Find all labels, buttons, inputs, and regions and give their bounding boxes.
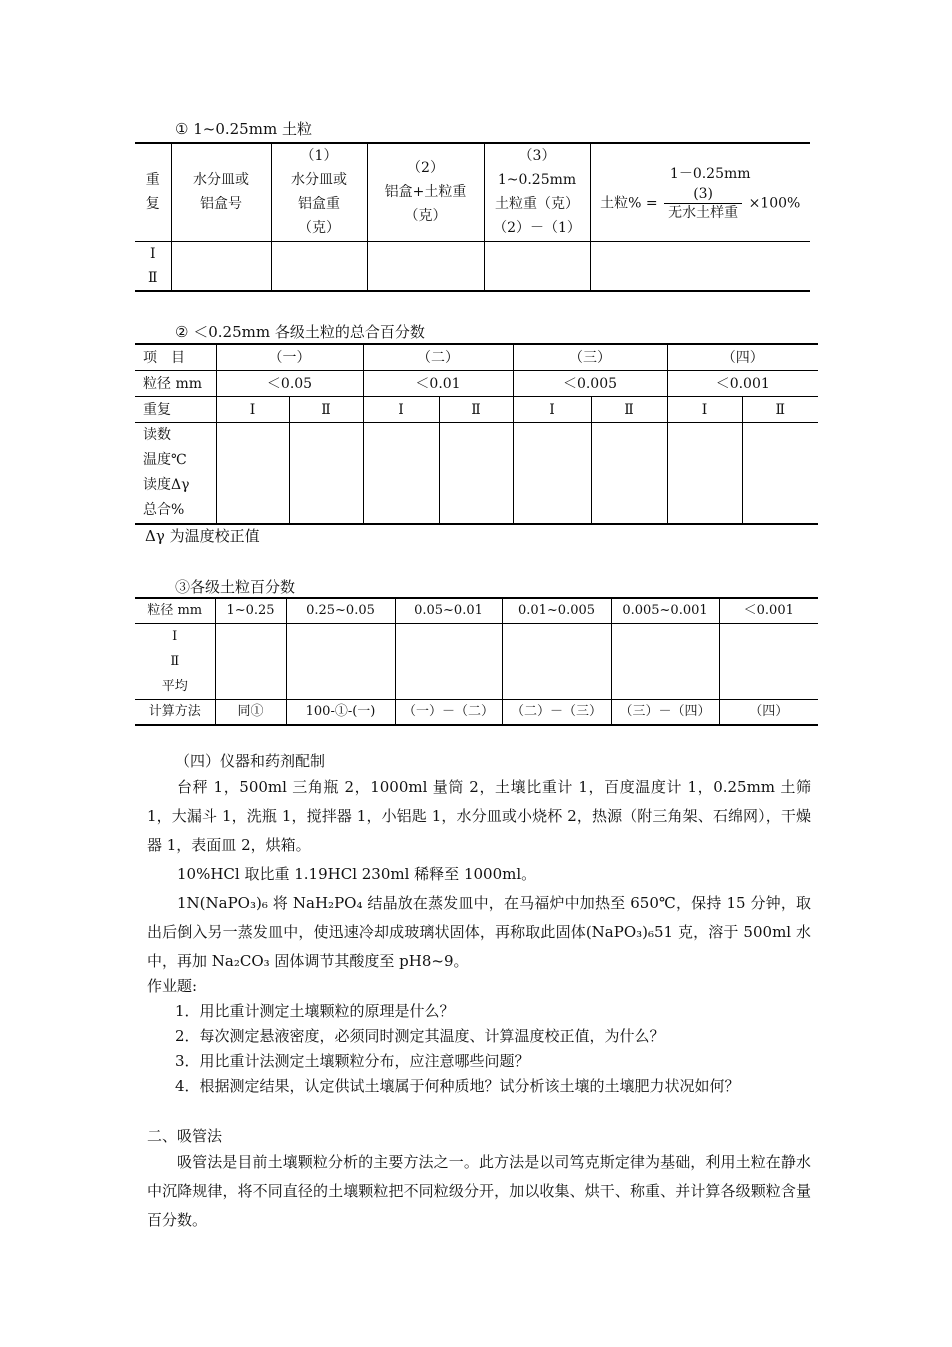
row-labels: 读数 温度℃ 读度Δγ 总合%: [135, 423, 216, 525]
header-dish-weight: （1） 水分皿或 铝盒重 （克）: [271, 143, 367, 241]
table2-repeat-row: [135, 397, 818, 423]
table-cell: [484, 241, 590, 291]
formula-fraction: $\frac{(3)}{\text{无水土样重}}$: [664, 185, 742, 222]
paragraph: 1N(NaPO₃)₆ 将 NaH₂PO₄ 结晶放在蒸发皿中，在马福炉中加热至 650℃，保持 15 分钟，取出后倒入另一蒸发皿中，使迅速冷却成玻璃状固体，再称取此固体(NaPO₃)₆51 克，溶于 500ml 水中，再加 Na₂CO₃ 固体调节其酸度至 pH8~9。: [147, 894, 811, 970]
calc-cell: （二）－（三）: [502, 700, 611, 726]
table-cell: [271, 241, 367, 291]
replicate-labels: Ⅰ Ⅱ: [135, 241, 171, 291]
table-cell: [216, 423, 289, 525]
paragraph: 吸管法是目前土壤颗粒分析的主要方法之一。此方法是以司笃克斯定律为基础，利用土粒在静水中沉降规律，将不同直径的土壤颗粒把不同粒级分开，加以收集、烘干、称重、并计算各级颗粒含量百分数。: [147, 1153, 811, 1229]
size-2: ＜0.01: [363, 371, 513, 397]
calc-cell: 计算方法: [135, 700, 215, 726]
table-cell: [611, 624, 719, 700]
table2-data-row: [135, 423, 818, 525]
calc-cell: （四）: [719, 700, 818, 726]
table2-note: Δγ 为温度校正值: [145, 527, 260, 545]
header-cell: 0.25~0.05: [286, 598, 395, 624]
table1-coarse-particles: [135, 142, 810, 292]
rep-cell: Ⅱ: [591, 397, 667, 423]
table-cell: [171, 241, 271, 291]
homework-item: 3．用比重计法测定土壤颗粒分布，应注意哪些问题？: [175, 1052, 530, 1070]
table1-header-row: [135, 143, 810, 241]
homework-heading: 作业题:: [147, 977, 198, 995]
table2-caption: ② ＜0.25mm 各级土粒的总合百分数: [175, 323, 425, 341]
table-cell: [667, 423, 742, 525]
homework-item: 1．用比重计测定土壤颗粒的原理是什么？: [175, 1002, 455, 1020]
label-size: 粒径 mm: [135, 371, 216, 397]
calc-cell: （三）－（四）: [611, 700, 719, 726]
rep-cell: Ⅱ: [439, 397, 513, 423]
header-percent-formula: 1－0.25mm 土粒% = $\frac{(3)}{\text{无水土样重}}$ ×100%: [590, 143, 810, 241]
table-cell: [215, 624, 286, 700]
header-dish-no: 水分皿或 铝盒号: [171, 143, 271, 241]
header-cell: ＜0.001: [719, 598, 818, 624]
rep-cell: Ⅱ: [742, 397, 818, 423]
table-cell: [590, 241, 810, 291]
table-cell: [363, 423, 439, 525]
table2-item-row: [135, 344, 818, 371]
header-repeat: 重 复: [145, 172, 160, 213]
pipette-body: [147, 1148, 811, 1235]
label-repeat: 重复: [135, 397, 216, 423]
table3-particle-percent: [135, 597, 818, 726]
size-4: ＜0.001: [667, 371, 818, 397]
header-dish-soil-weight: （2） 铝盒+土粒重 （克）: [367, 143, 484, 241]
row-labels: Ⅰ Ⅱ 平均: [135, 624, 215, 700]
table-cell: [367, 241, 484, 291]
table-cell: [591, 423, 667, 525]
table3-caption: ③各级土粒百分数: [175, 578, 296, 596]
rep-cell: Ⅰ: [667, 397, 742, 423]
table-cell: [395, 624, 502, 700]
calc-cell: 同①: [215, 700, 286, 726]
item-4: （四）: [667, 344, 818, 371]
header-cell: 1~0.25: [215, 598, 286, 624]
table3-calc-row: [135, 700, 818, 726]
header-soil-weight: （3） 1~0.25mm 土粒重（克） （2）－（1）: [484, 143, 590, 241]
label-item: 项 目: [143, 349, 185, 366]
size-3: ＜0.005: [513, 371, 667, 397]
item-3: （三）: [513, 344, 667, 371]
paragraph: 台秤 1，500ml 三角瓶 2，1000ml 量筒 2，土壤比重计 1，百度温度计 1，0.25mm 土筛 1，大漏斗 1，洗瓶 1，搅拌器 1，小铝匙 1，水分皿或小烧杯 2，热源（附三角架、石绵网），干燥器 1，表面皿 2，烘箱。: [147, 778, 811, 854]
table2-size-row: [135, 371, 818, 397]
rep-cell: Ⅰ: [513, 397, 591, 423]
table3-header-row: [135, 598, 818, 624]
rep-cell: Ⅰ: [216, 397, 289, 423]
instruments-heading: （四）仪器和药剂配制: [175, 752, 326, 770]
header-cell: 0.05~0.01: [395, 598, 502, 624]
table2-fine-particles: [135, 343, 818, 525]
item-2: （二）: [363, 344, 513, 371]
table-cell: [502, 624, 611, 700]
item-1: （一）: [216, 344, 363, 371]
table-cell: [742, 423, 818, 525]
rep-cell: Ⅱ: [289, 397, 363, 423]
table-cell: [439, 423, 513, 525]
header-cell: 0.01~0.005: [502, 598, 611, 624]
table1-data-row: [135, 241, 810, 291]
homework-item: 4．根据测定结果，认定供试土壤属于何种质地？试分析该土壤的土壤肥力状况如何？: [175, 1077, 740, 1095]
pipette-heading: 二、吸管法: [147, 1127, 223, 1145]
table1-caption: ① 1~0.25mm 土粒: [175, 120, 312, 138]
header-cell: 0.005~0.001: [611, 598, 719, 624]
size-1: ＜0.05: [216, 371, 363, 397]
table-cell: [286, 624, 395, 700]
paragraph: 10%HCl 取比重 1.19HCl 230ml 稀释至 1000ml。: [177, 865, 537, 883]
calc-cell: 100-①-(一): [286, 700, 395, 726]
table-cell: [513, 423, 591, 525]
table-cell: [719, 624, 818, 700]
calc-cell: （一）－（二）: [395, 700, 502, 726]
table-cell: [289, 423, 363, 525]
homework-item: 2．每次测定悬液密度，必须同时测定其温度、计算温度校正值，为什么？: [175, 1027, 665, 1045]
table3-data-row: [135, 624, 818, 700]
header-cell: 粒径 mm: [147, 603, 203, 618]
rep-cell: Ⅰ: [363, 397, 439, 423]
instruments-body: [147, 773, 811, 976]
